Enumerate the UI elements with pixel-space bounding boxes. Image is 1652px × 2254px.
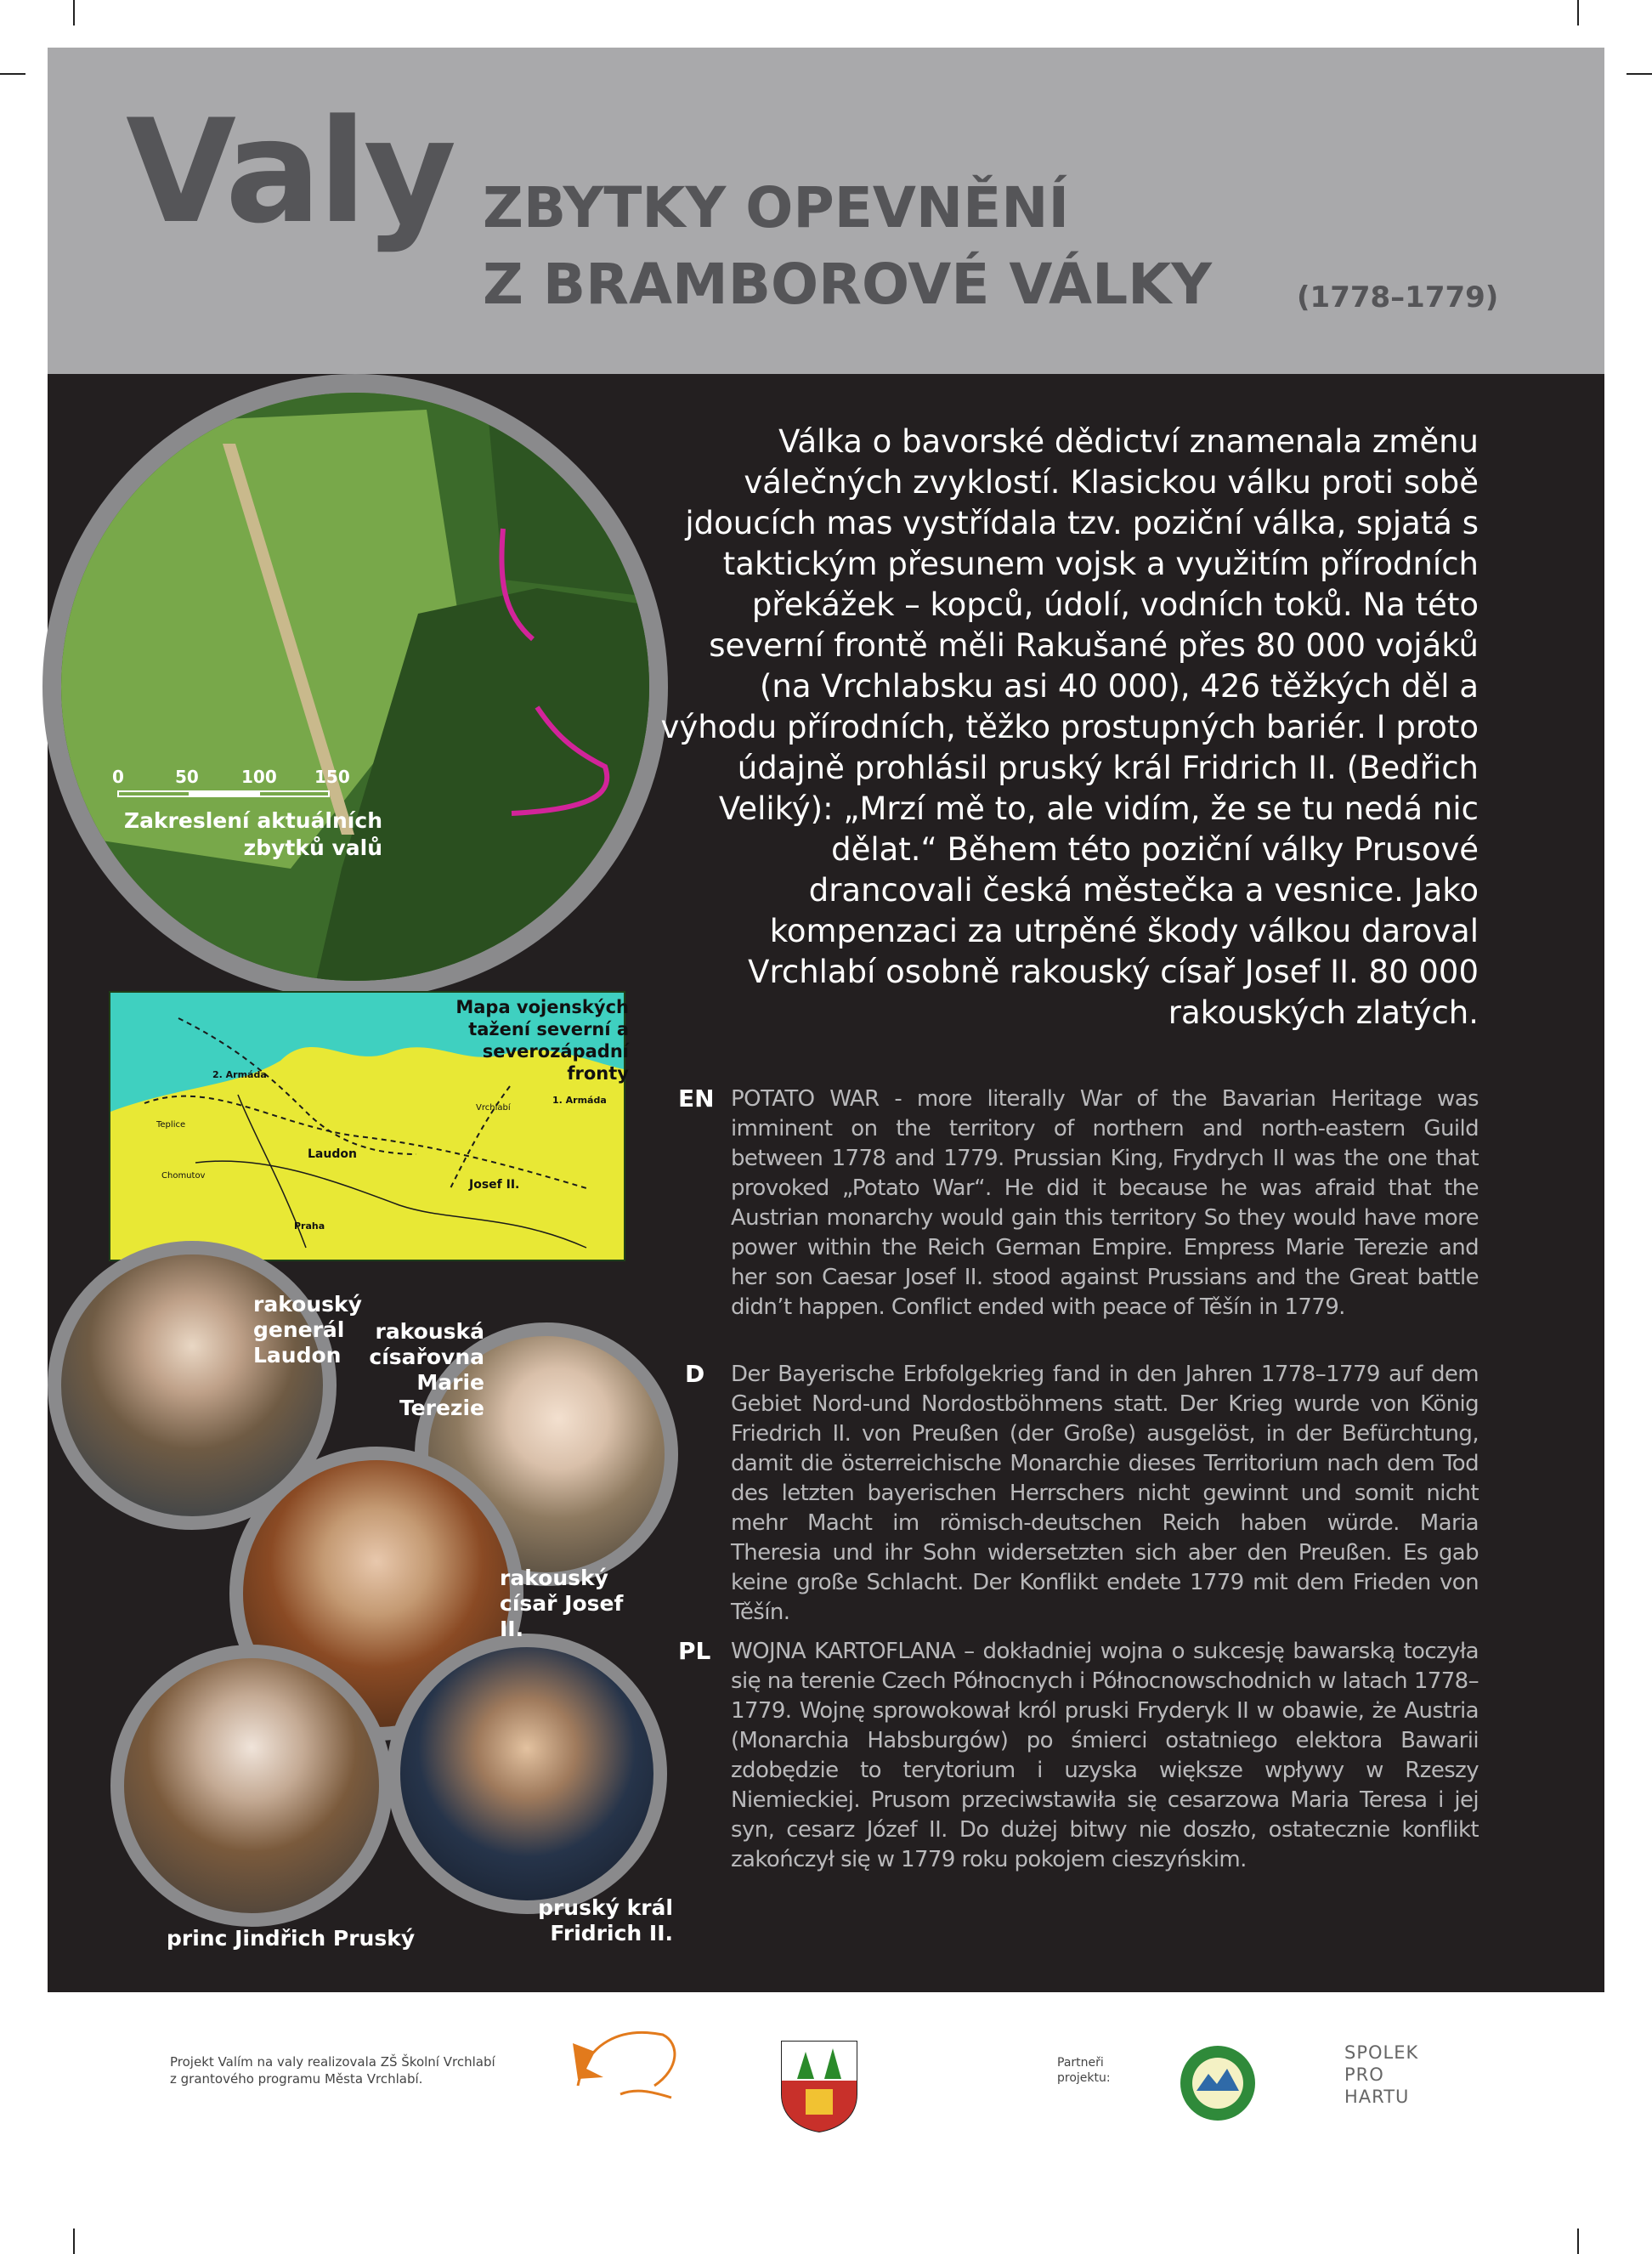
portrait-jindrich <box>110 1645 393 1927</box>
translation-en: POTATO WAR - more literally War of the Bavarian Heritage was imminent on the territory of northern and north-eastern Guild between 1778 and 1779. Prussian King, Frydrych II was the one that provoked „Potato War“. He did it because he was afraid that the Austrian monarchy would gain this territory So they would have more power within the Reich German Empire. Empress Marie Terezie and her son Caesar Josef II. stood against Prussians and the Great battle didn’t happen. Conflict ended with peace of Těšín in 1779. <box>731 1086 1479 1320</box>
krnap-logo <box>1178 2043 1258 2123</box>
subtitle-line-2: Z BRAMBOROVÉ VÁLKY <box>483 252 1213 317</box>
project-credit <box>170 2053 495 2087</box>
school-logo <box>561 2009 687 2103</box>
lang-tag-d: D <box>685 1360 705 1388</box>
scale-tick: 0 <box>112 767 124 787</box>
map-label-praha: Praha <box>294 1220 325 1232</box>
aerial-caption: Zakreslení aktuálních zbytků valů <box>123 808 382 860</box>
aerial-photo <box>42 374 668 1000</box>
crop-mark <box>73 0 75 25</box>
partners-label <box>1057 2055 1111 2086</box>
crop-mark <box>73 2229 75 2254</box>
spolek-pro-hartu <box>1344 2042 1418 2108</box>
partners-label-line-2: projektu: <box>1057 2071 1111 2085</box>
spolek-line-1: SPOLEK <box>1344 2042 1419 2063</box>
lang-tag-en: EN <box>678 1085 715 1113</box>
portrait-fridrich-ii <box>387 1634 667 1914</box>
scale-bar-fill <box>189 790 260 797</box>
project-credit-line-1: Projekt Valím na valy realizovala ZŠ Školní Vrchlabí <box>170 2054 495 2070</box>
label-fridrich: pruský král Fridrich II. <box>538 1895 673 1945</box>
partners-label-line-1: Partneři <box>1057 2056 1104 2070</box>
spolek-line-3: HARTU <box>1344 2087 1410 2107</box>
project-credit-line-2: z grantového programu Města Vrchlabí. <box>170 2071 423 2087</box>
crop-mark <box>0 73 25 75</box>
map-label-laudon: Laudon <box>308 1147 357 1161</box>
label-laudon: rakouský generál Laudon <box>253 1292 362 1368</box>
label-josef: rakouský císař Josef II. <box>500 1566 624 1641</box>
map-label-vrchlabi: Vrchlabí <box>476 1103 511 1113</box>
translation-pl: WOJNA KARTOFLANA – dokładniej wojna o sukcesję bawarską toczyła się na terenie Czech Północnych i Północnowschodnich w latach 1778–1779. Wojnę sprowokował król pruski Fryderyk II w obawie, że Austria (Monarchia Habsburgów) po śmierci ostatniego elektora Bawarii zdobędzie to terytorium i uzyska większe wpływy w Rzeszy Niemieckiej. Prusom przeciwstawiła się cesarzowa Maria Teresa i jej syn, cesarz Józef II. Do dużej bitwy nie doszło, ostatecznie konflikt zakończył się w 1779 roku pokojem cieszyńskim. <box>731 1639 1479 1872</box>
map-label-chomutov: Chomutov <box>161 1171 206 1181</box>
map-label-josef: Josef II. <box>469 1178 520 1192</box>
map-label-teplice: Teplice <box>156 1120 186 1130</box>
lang-tag-pl: PL <box>678 1637 711 1665</box>
map-label-2-armada: 2. Armáda <box>212 1069 267 1080</box>
aerial-illustration <box>61 393 649 981</box>
crop-mark <box>1627 73 1652 75</box>
town-coat-of-arms <box>780 2040 858 2133</box>
crop-mark <box>1577 0 1579 25</box>
crop-mark <box>1577 2229 1579 2254</box>
scale-tick: 100 <box>241 767 277 787</box>
translation-de: Der Bayerische Erbfolgekrieg fand in den Jahren 1778–1779 auf dem Gebiet Nord-und Nordostböhmens statt. Der Krieg wurde von König Friedrich II. von Preußen (der Große) ausgelöst, in der Befürchtung, damit die österreichische Monarchie dieses Territorium nach dem Tod des letzten bayerischen Herrschers nicht gewinnt und somit nicht mehr Macht im römisch-deutschen Reich haben würde. Maria Theresia und ihr Sohn widersetzten sich aber den Preußen. Es gab keine große Schlacht. Der Konflikt endete 1779 mit dem Frieden von Těšín. <box>731 1362 1479 1625</box>
map-label-1-armada: 1. Armáda <box>552 1095 607 1106</box>
scale-tick: 150 <box>314 767 350 787</box>
subtitle-line-1: ZBYTKY OPEVNĚNÍ <box>483 175 1070 241</box>
map-title: Mapa vojenských tažení severní a severozápadní fronty <box>455 997 629 1084</box>
page-title: Valy <box>126 88 454 255</box>
intro-text: Válka o bavorské dědictví znamenala změnu válečných zvyklostí. Klasickou válku proti sobě jdoucích mas vystřídala tzv. poziční válka, spjatá s taktickým přesunem vojsk a využitím přírodních překážek – kopců, údolí, vodních toků. Na této severní frontě měli Rakušané přes 80 000 vojáků (na Vrchlabsku asi 40 000), 426 těžkých děl a výhodu přírodních, těžko prostupných bariér. I proto údajně prohlásil pruský král Fridrich II. (Bedřich Veliký): „Mrzí mě to, ale vidím, že se tu nedá nic dělat.“ Během této poziční války Prusové drancovali česká městečka a vesnice. Jako kompenzaci za utrpěné škody válkou daroval Vrchlabí osobně rakouský císař Josef II. 80 000 rakouských zlatých. <box>660 423 1479 1031</box>
label-terezie: rakouská císařovna Marie Terezie <box>369 1319 484 1420</box>
label-jindrich: princ Jindřich Pruský <box>167 1926 416 1951</box>
spolek-line-2: PRO <box>1344 2064 1384 2085</box>
scale-tick: 50 <box>175 767 199 787</box>
years-label: (1778–1779) <box>1297 280 1499 314</box>
